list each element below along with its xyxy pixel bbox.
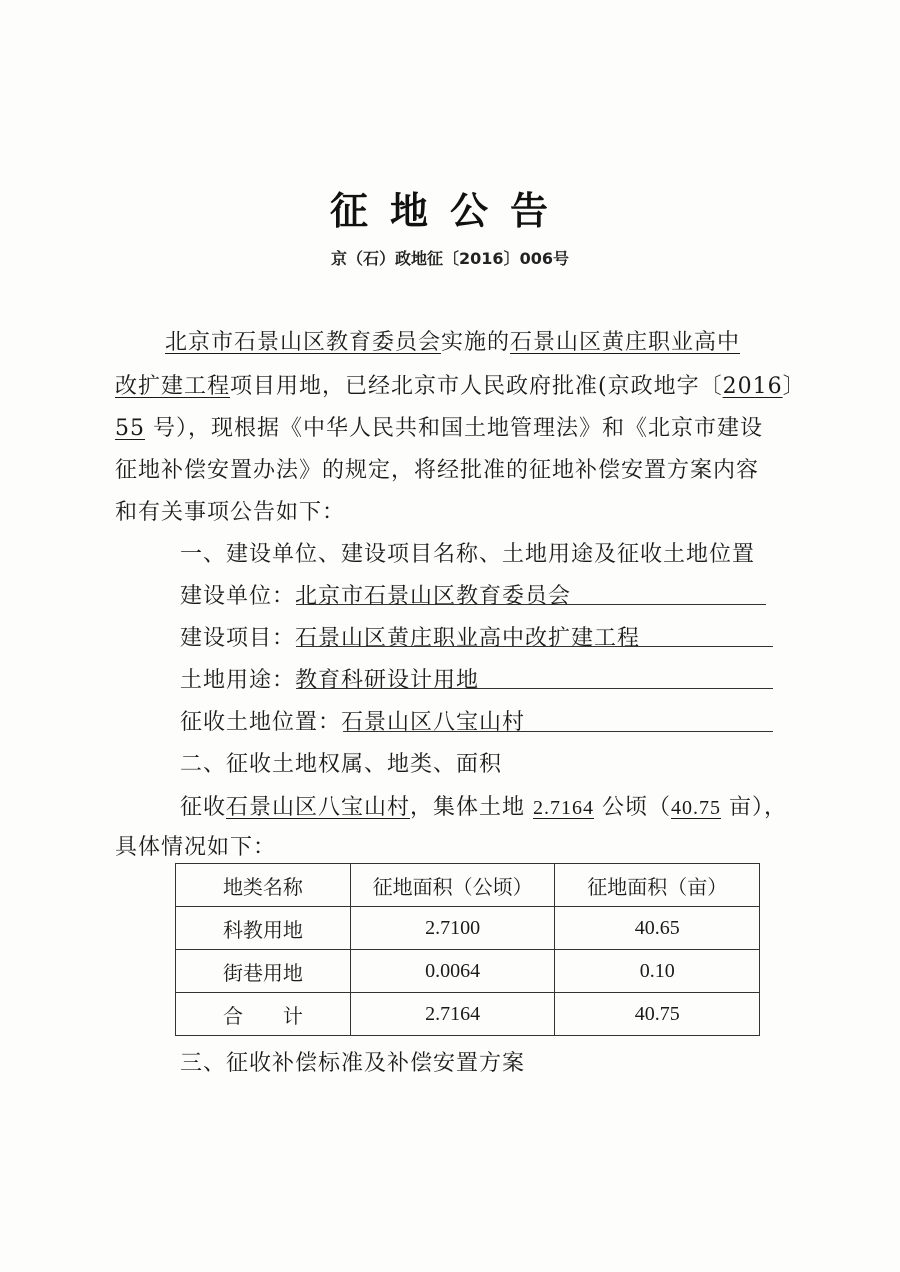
area-mu: 40.75	[671, 797, 722, 819]
field-underline	[343, 731, 773, 732]
village-name: 石景山区八宝山村	[226, 795, 411, 820]
text-span: 号），现根据《中华人民共和国土地管理法》和《北京市建设	[145, 416, 763, 441]
paragraph-1-line-1	[165, 328, 740, 358]
field-underline	[296, 646, 773, 647]
approval-year: 2016	[722, 374, 783, 399]
table-cell: 科教用地	[176, 907, 351, 950]
section-3-heading: 三、征收补偿标准及补偿安置方案	[180, 1051, 526, 1076]
text-span: 公顷（	[594, 795, 672, 820]
field-label: 建设项目：	[180, 626, 296, 651]
paragraph-1-line-5: 和有关事项公告如下：	[115, 500, 346, 525]
field-label: 土地用途：	[180, 668, 296, 693]
table-cell: 2.7100	[350, 907, 555, 950]
paragraph-2-line-2: 具体情况如下：	[115, 835, 277, 860]
project-name-part: 改扩建工程	[115, 374, 231, 399]
field-label: 建设单位：	[180, 584, 296, 609]
field-construction-project	[180, 624, 640, 654]
table-cell: 0.0064	[350, 950, 555, 993]
document-title: 征地公告	[329, 189, 570, 233]
applicant-name: 北京市石景山区教育委员会	[165, 330, 442, 355]
field-value: 石景山区黄庄职业高中改扩建工程	[295, 626, 641, 651]
paragraph-1-line-2	[115, 372, 806, 402]
land-area-table	[175, 863, 760, 1036]
field-land-use	[180, 666, 479, 696]
table-cell: 合 计	[176, 993, 351, 1036]
field-underline	[296, 604, 766, 605]
approval-number: 55	[115, 416, 145, 441]
field-value: 石景山区八宝山村	[341, 710, 526, 735]
table-cell: 2.7164	[350, 993, 555, 1036]
table-total-row	[176, 993, 760, 1036]
field-construction-unit	[180, 582, 571, 612]
field-underline	[296, 688, 773, 689]
paragraph-1-line-3	[115, 414, 763, 444]
column-header: 征地面积（亩）	[555, 864, 760, 907]
text-span: 〕	[782, 374, 806, 399]
section-1-heading: 一、建设单位、建设项目名称、土地用途及征收土地位置	[180, 542, 756, 567]
project-name-part: 石景山区黄庄职业高中	[510, 330, 741, 355]
section-2-heading: 二、征收土地权属、地类、面积	[180, 752, 503, 777]
text-span: ，集体土地	[410, 795, 534, 820]
table-cell: 0.10	[555, 950, 760, 993]
paragraph-2-line-1	[180, 793, 787, 823]
table-row	[176, 950, 760, 993]
table-cell: 40.65	[555, 907, 760, 950]
column-header: 地类名称	[176, 864, 351, 907]
table-header-row	[176, 864, 760, 907]
text-span: 项目用地，已经北京市人民政府批准(京政地字〔	[230, 374, 723, 399]
text-span: 亩），	[721, 795, 788, 820]
column-header: 征地面积（公顷）	[350, 864, 555, 907]
text-span: 征收	[180, 795, 227, 820]
field-value: 北京市石景山区教育委员会	[295, 584, 572, 609]
table-cell: 街巷用地	[176, 950, 351, 993]
field-label: 征收土地位置：	[180, 710, 342, 735]
table-cell: 40.75	[555, 993, 760, 1036]
paragraph-1-line-4: 征地补偿安置办法》的规定，将经批准的征地补偿安置方案内容	[115, 458, 760, 483]
text-span: 实施的	[441, 330, 511, 355]
table-row	[176, 907, 760, 950]
area-hectares: 2.7164	[533, 797, 595, 819]
field-land-location	[180, 708, 525, 738]
document-number: 京（石）政地征〔2016〕006号	[331, 249, 569, 268]
field-value: 教育科研设计用地	[295, 668, 480, 693]
